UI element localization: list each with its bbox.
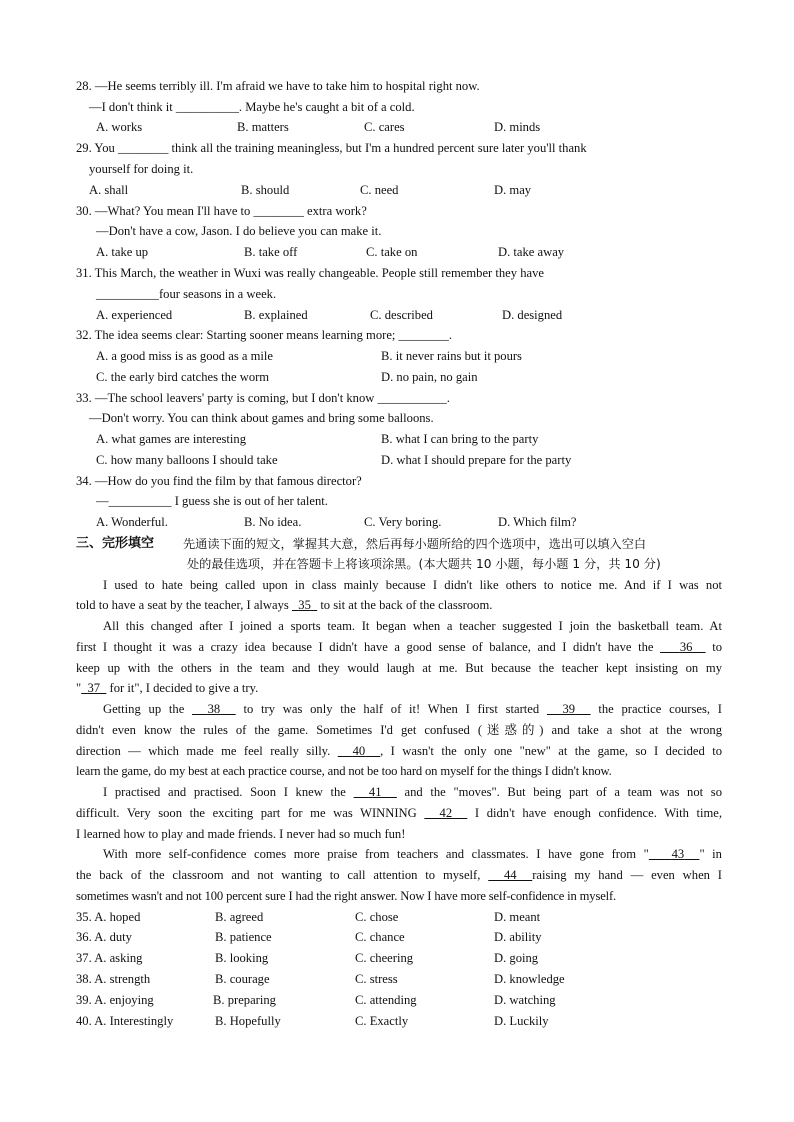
answer-option-d: D. watching (494, 993, 556, 1007)
question-32-option-a: A. a good miss is as good as a mile (96, 349, 273, 363)
blank-37: 37 (87, 681, 101, 695)
question-29-stem: 29. You ________ think all the training meaningless, but I'm a hundred percent sure later you'll thank (76, 141, 587, 155)
question-34-stem: 34. —How do you find the film by that famous director? (76, 474, 362, 488)
answer-option-d: D. Luckily (494, 1014, 549, 1028)
blank-42: 42 (439, 806, 453, 820)
answer-option-c: C. stress (355, 972, 398, 986)
question-33-option-a: A. what games are interesting (96, 432, 247, 446)
answer-option-c: C. Exactly (355, 1014, 409, 1028)
question-29-option-c: C. need (360, 183, 399, 197)
question-34-option-a: A. Wonderful. (96, 515, 168, 529)
answer-option-d: D. going (494, 951, 539, 965)
question-32-option-d: D. no pain, no gain (381, 370, 478, 384)
answer-option-d: D. meant (494, 910, 541, 924)
question-30-stem: 30. —What? You mean I'll have to ________ extra work? (76, 204, 367, 218)
question-29-option-d: D. may (494, 183, 532, 197)
question-31-option-b: B. explained (244, 308, 308, 322)
blank-36: 36 (679, 640, 693, 654)
blank-39: 39 (562, 702, 576, 716)
question-31-option-c: C. described (370, 308, 433, 322)
passage-line: Getting up the 38 to try was only the half of it! When I first started 39 the practice courses, I (103, 702, 722, 716)
question-29-stem-cont: yourself for doing it. (89, 162, 194, 176)
passage-line: told to have a seat by the teacher, I always 35 to sit at the back of the classroom. (76, 598, 493, 612)
passage-line: I used to hate being called upon in class mainly because I didn't like others to notice me. And if I was not (103, 578, 722, 592)
question-28-option-b: B. matters (237, 120, 289, 134)
answer-option-b: B. agreed (215, 910, 264, 924)
question-30-option-b: B. take off (244, 245, 298, 259)
question-33-option-c: C. how many balloons I should take (96, 453, 278, 467)
question-34-option-b: B. No idea. (244, 515, 302, 529)
passage-line: I learned how to play and made friends. I never had so much fun! (76, 827, 406, 841)
blank-43: 43 (671, 847, 685, 861)
answer-option-b: B. looking (215, 951, 269, 965)
answer-option-c: C. cheering (355, 951, 414, 965)
passage-line: direction — which made me feel really silly. 40 , I wasn't the only one "new" at the game, so I decided to (76, 744, 723, 758)
answer-option-b: B. patience (215, 930, 272, 944)
question-31-stem: 31. This March, the weather in Wuxi was really changeable. People still remember they have (76, 266, 544, 280)
question-33-option-d: D. what I should prepare for the party (381, 453, 572, 467)
question-34-option-c: C. Very boring. (364, 515, 442, 529)
blank-35: 35 (298, 598, 311, 612)
passage-line: the back of the classroom and not wanting to call attention to myself, 44 raising my hand — even when I (76, 868, 723, 882)
answer-option-a: 36. A. duty (76, 930, 132, 944)
question-28-option-a: A. works (96, 120, 143, 134)
answer-option-b: B. Hopefully (215, 1014, 281, 1028)
passage-line: learn the game, do my best at each practice course, and not be too hard on myself for the things I didn't know. (76, 764, 612, 778)
question-31-option-d: D. designed (502, 308, 563, 322)
answer-option-a: 38. A. strength (76, 972, 151, 986)
section-instructions-line2: 处的最佳选项，并在答题卡上将该项涂黑。(本大题共 10 小题，每小题 1 分，共 10 分) (187, 557, 661, 571)
section-title: 三、完形填空 (76, 536, 155, 551)
answer-option-a: 35. A. hoped (76, 910, 141, 924)
question-34-option-d: D. Which film? (498, 515, 577, 529)
passage-line: With more self-confidence comes more praise from teachers and classmates. I have gone from " 43 " in (103, 847, 722, 861)
question-30-option-d: D. take away (498, 245, 565, 259)
question-31-option-a: A. experienced (96, 308, 173, 322)
passage-line: didn't even know the rules of the game. Sometimes I'd get confused (迷惑的) and take a shot at the wrong (76, 723, 722, 737)
question-32-stem: 32. The idea seems clear: Starting sooner means learning more; ________. (76, 328, 453, 342)
answer-option-c: C. chose (355, 910, 399, 924)
question-28-option-c: C. cares (364, 120, 405, 134)
answer-option-a: 37. A. asking (76, 951, 143, 965)
question-30-reply: —Don't have a cow, Jason. I do believe you can make it. (96, 224, 382, 238)
passage-line: All this changed after I joined a sports team. It began when a teacher suggested I join the basketball team. At (103, 619, 722, 633)
answer-option-c: C. chance (355, 930, 405, 944)
passage-line: keep up with the others in the team and they would laugh at me. But because the teacher kept insisting on my (76, 661, 722, 675)
question-33-stem: 33. —The school leavers' party is coming, but I don't know ___________. (76, 391, 450, 405)
question-34-reply: —__________ I guess she is out of her talent. (96, 494, 328, 508)
blank-38: 38 (207, 702, 221, 716)
blank-40: 40 (352, 744, 366, 758)
question-32-option-b: B. it never rains but it pours (381, 349, 522, 363)
blank-44: 44 (503, 868, 517, 882)
answer-option-d: D. ability (494, 930, 542, 944)
question-33-reply: —Don't worry. You can think about games and bring some balloons. (89, 411, 434, 425)
answer-option-a: 39. A. enjoying (76, 993, 154, 1007)
question-29-option-b: B. should (241, 183, 290, 197)
answer-option-a: 40. A. Interestingly (76, 1014, 174, 1028)
passage-line: first I thought it was a crazy idea because I didn't have a good sense of balance, and I didn't have the 36 to (76, 640, 722, 654)
blank-41: 41 (368, 785, 382, 799)
question-30-option-c: C. take on (366, 245, 418, 259)
question-29-option-a: A. shall (89, 183, 129, 197)
answer-option-c: C. attending (355, 993, 417, 1007)
answer-option-d: D. knowledge (494, 972, 565, 986)
question-28-stem: 28. —He seems terribly ill. I'm afraid we have to take him to hospital right now. (76, 79, 480, 93)
section-instructions-line1: 先通读下面的短文，掌握其大意，然后再每小题所给的四个选项中，选出可以填入空白 (183, 537, 647, 551)
answer-option-b: B. preparing (213, 993, 276, 1007)
question-30-option-a: A. take up (96, 245, 149, 259)
question-32-option-c: C. the early bird catches the worm (96, 370, 270, 384)
question-28-option-d: D. minds (494, 120, 541, 134)
question-33-option-b: B. what I can bring to the party (381, 432, 539, 446)
answer-option-b: B. courage (215, 972, 270, 986)
passage-line: sometimes wasn't and not 100 percent sure I had the right answer. Now I have more self-confidence in myself. (76, 889, 617, 903)
question-31-stem-cont: __________four seasons in a week. (96, 287, 277, 301)
passage-line: I practised and practised. Soon I knew the 41 and the "moves". But being part of a team was not so (103, 785, 722, 799)
question-28-reply: —I don't think it __________. Maybe he's caught a bit of a cold. (89, 100, 415, 114)
passage-line: " 37 for it", I decided to give a try. (76, 681, 259, 695)
passage-line: difficult. Very soon the exciting part for me was WINNING 42 I didn't have enough confidence. With time, (76, 806, 723, 820)
